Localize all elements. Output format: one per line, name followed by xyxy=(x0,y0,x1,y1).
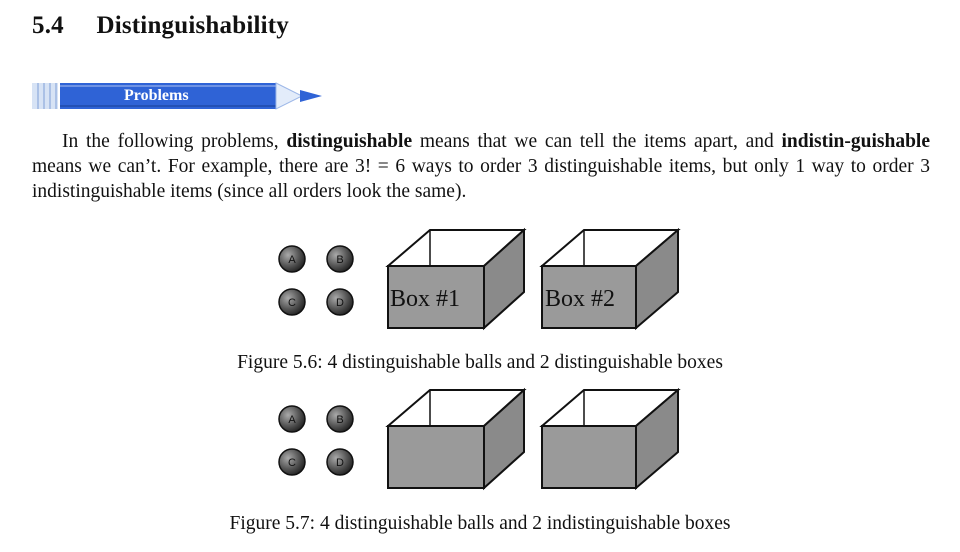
paragraph-text-1: In the following problems, xyxy=(62,131,287,152)
section-title: Distinguishability xyxy=(96,12,290,39)
problems-banner xyxy=(32,80,332,114)
figure-5-6-caption: Figure 5.6: 4 distinguishable balls and 2 distinguishable boxes xyxy=(237,352,723,373)
box-1-label: Box #1 xyxy=(390,286,461,312)
term-distinguishable: distinguishable xyxy=(286,131,413,152)
ball-c xyxy=(279,289,305,315)
figure-5-7-caption: Figure 5.7: 4 distinguishable balls and 2 indistinguishable boxes xyxy=(229,513,731,534)
figure-5-7-graphic xyxy=(270,382,690,494)
ball-c-label: C xyxy=(288,457,296,469)
figure-5-6-graphic xyxy=(270,222,690,334)
term-indistinguishable: indistin-guishable xyxy=(781,131,930,152)
unlabeled-box-1 xyxy=(388,390,524,488)
ball-d-label: D xyxy=(336,297,344,309)
ball-b-label: B xyxy=(336,254,344,266)
ball-c-label: C xyxy=(288,297,296,309)
section-heading xyxy=(32,12,289,40)
paragraph-text-2: means that we can tell the items apart, and xyxy=(412,131,782,152)
section-number: 5.4 xyxy=(32,12,64,39)
ball-d xyxy=(327,289,353,315)
ball-d-label: D xyxy=(336,457,344,469)
intro-paragraph xyxy=(32,129,930,204)
unlabeled-box-2 xyxy=(542,390,678,488)
ball-d xyxy=(327,449,353,475)
ball-b xyxy=(327,406,353,432)
ball-a-label: A xyxy=(288,414,296,426)
ball-b xyxy=(327,246,353,272)
box-2-label: Box #2 xyxy=(545,286,616,312)
ball-a-label: A xyxy=(288,254,296,266)
box-2 xyxy=(542,230,678,328)
banner-label: Problems xyxy=(124,87,189,104)
ball-a xyxy=(279,246,305,272)
figure-5-6 xyxy=(270,222,690,334)
box-1 xyxy=(388,230,524,328)
figure-5-7 xyxy=(270,382,690,494)
ball-b-label: B xyxy=(336,414,344,426)
ball-a xyxy=(279,406,305,432)
ball-c xyxy=(279,449,305,475)
paragraph-text-3: means we can’t. For example, there are 3! = 6 ways to order 3 distinguishable items, but only 1 way to order 3 indistinguishable items (since all orders look the same). xyxy=(32,156,930,202)
